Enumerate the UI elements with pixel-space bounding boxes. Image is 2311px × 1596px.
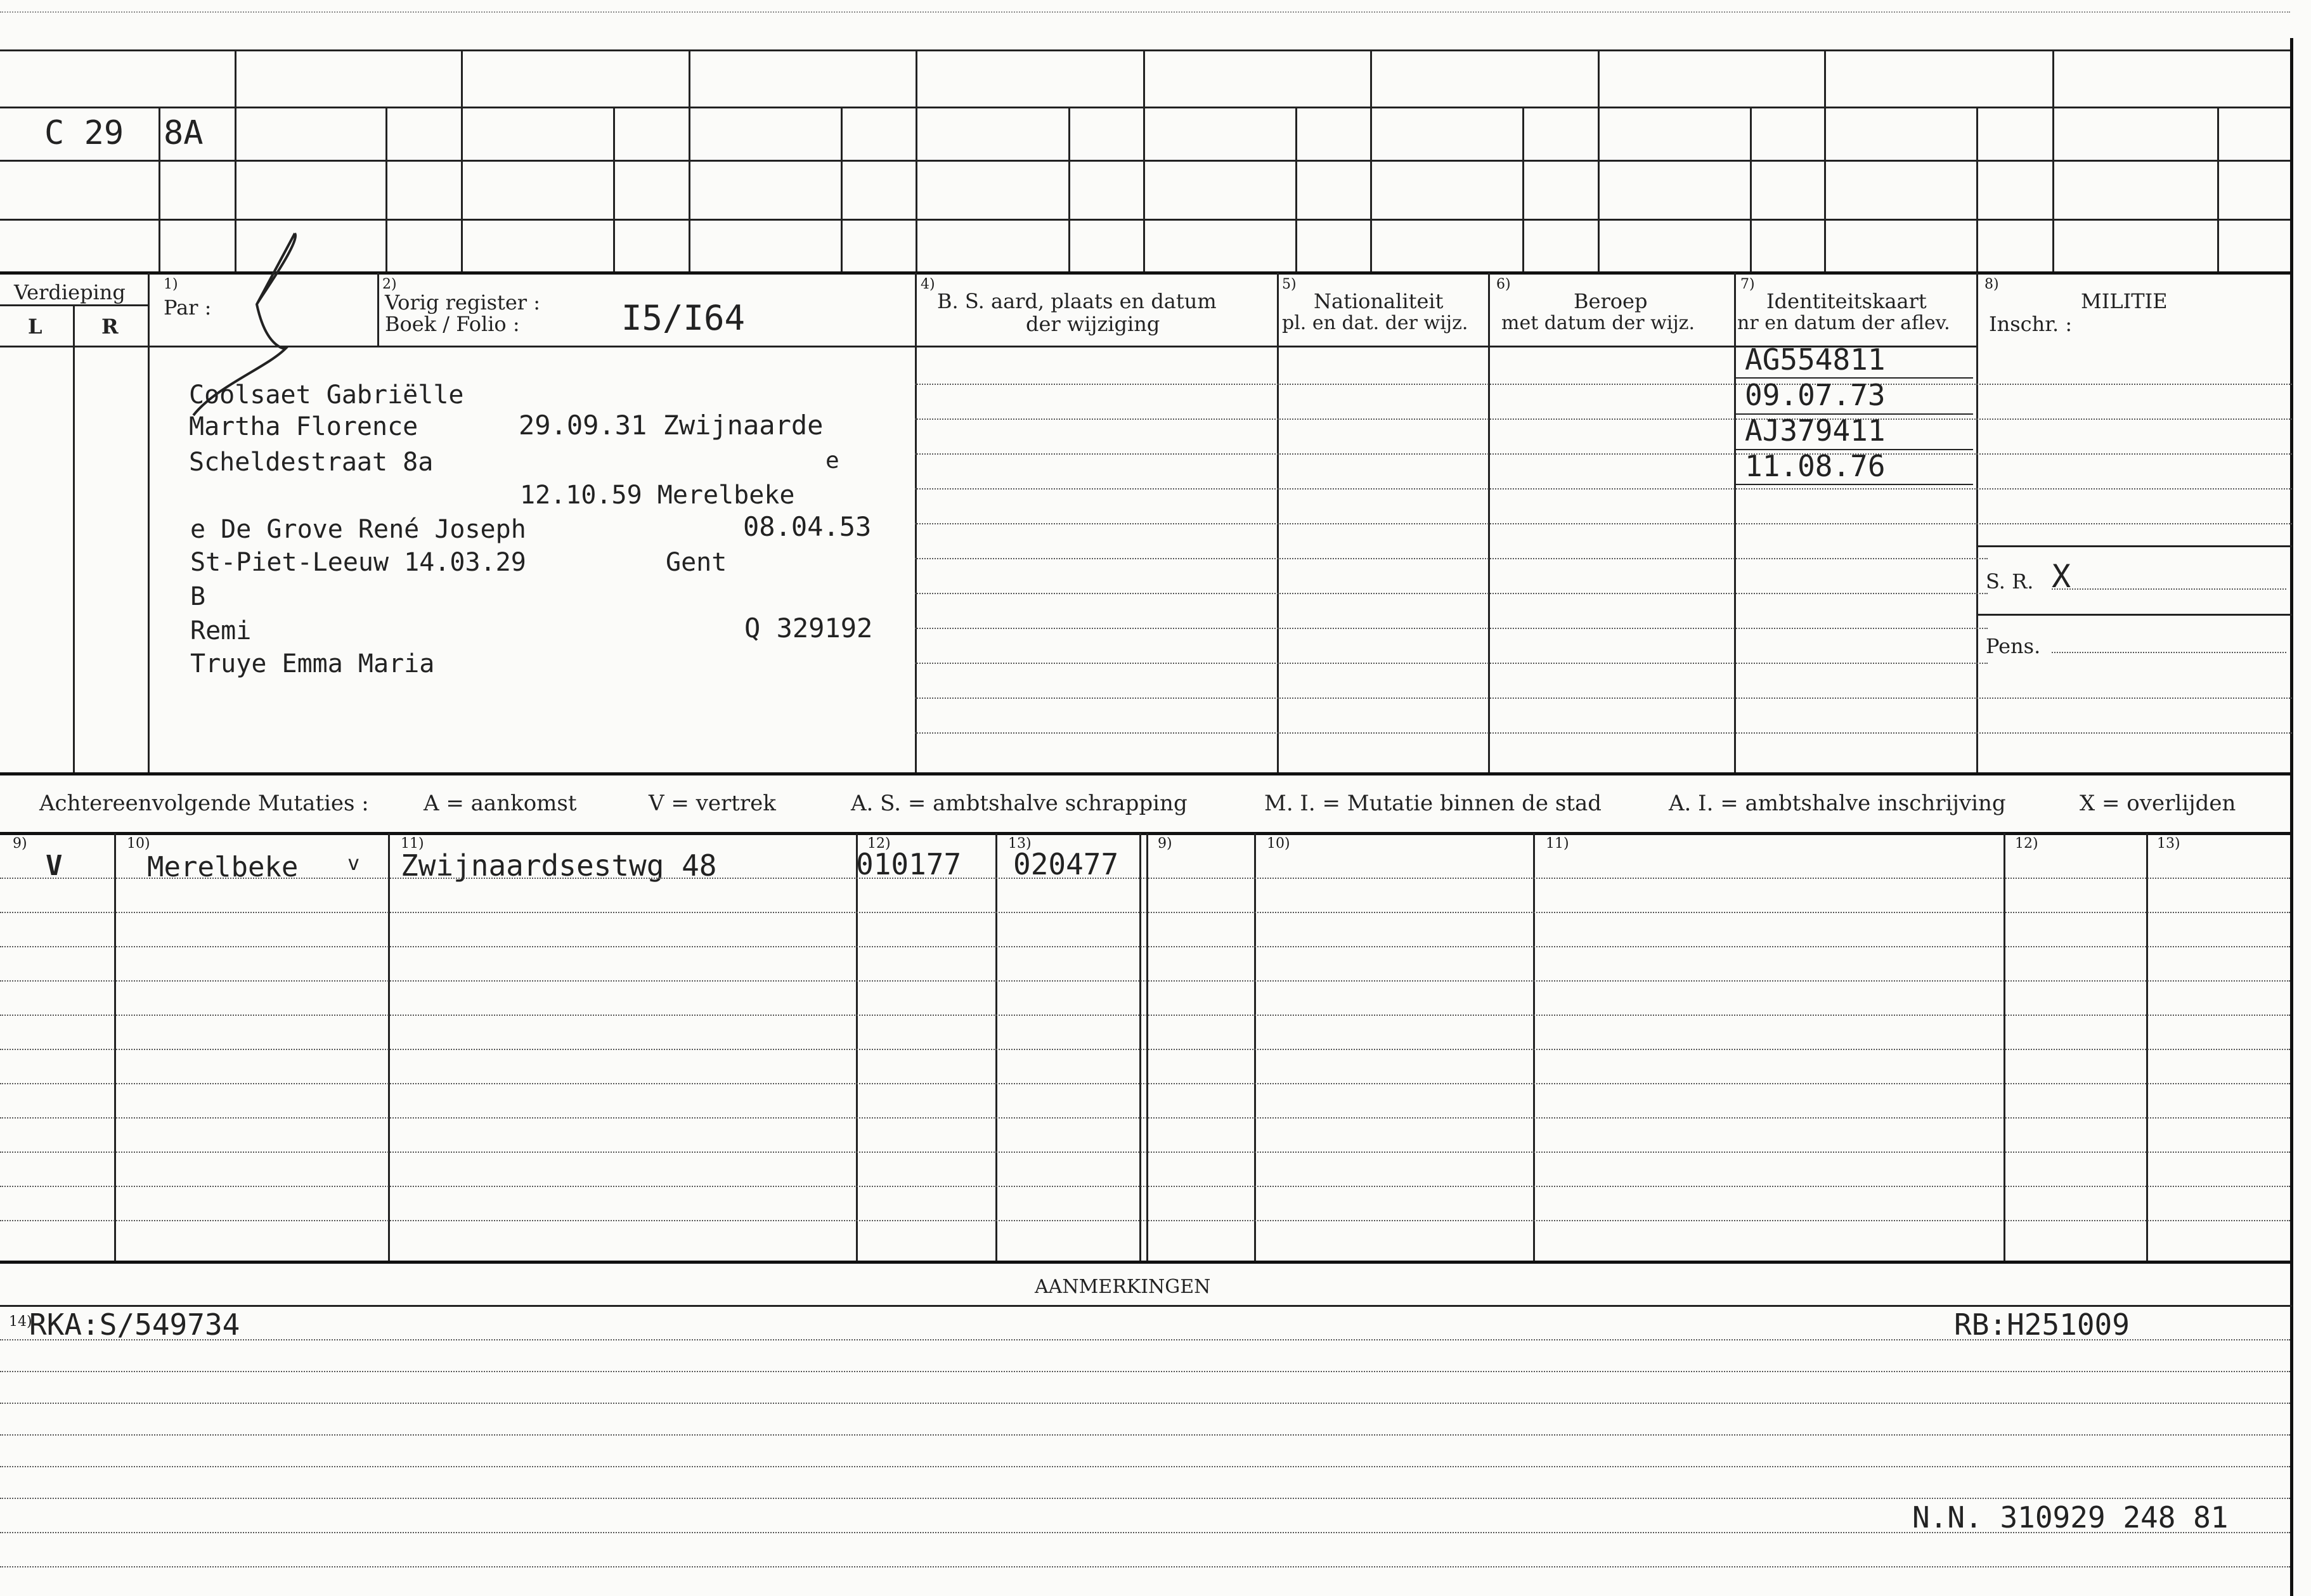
mutation-legend-x: X = overlijden — [2080, 791, 2236, 816]
mutation-type: V — [46, 850, 63, 882]
mut-col-10b: 10) — [1267, 836, 1290, 852]
sr-label: S. R. — [1986, 569, 2034, 594]
col-4-number: 4) — [921, 276, 935, 292]
mut-col-9b: 9) — [1158, 836, 1172, 852]
nn-number: N.N. 310929 248 81 — [1912, 1500, 2229, 1534]
boek-folio-value: I5/I64 — [621, 298, 746, 338]
person-mother: Truye Emma Maria — [190, 649, 435, 678]
nationaliteit-sub-label: pl. en dat. der wijz. — [1282, 312, 1468, 334]
person-marriage-place: Gent — [666, 548, 727, 577]
pens-label: Pens. — [1986, 634, 2041, 658]
person-spouse: e De Grove René Joseph — [190, 515, 526, 544]
col-1-number: 1) — [164, 276, 178, 292]
mutation-legend-v: V = vertrek — [649, 791, 776, 816]
id-card-2-date: 11.08.76 — [1745, 449, 1886, 483]
mut-col-11: 11) — [401, 836, 424, 852]
id-card-1-date: 09.07.73 — [1745, 378, 1886, 412]
right-label: R — [101, 315, 119, 339]
person-q-number: Q 329192 — [744, 613, 873, 644]
col-8-number: 8) — [1984, 276, 1999, 292]
mutation-place: Merelbeke — [147, 851, 299, 883]
bs-label-1: B. S. aard, plaats en datum — [937, 289, 1217, 313]
inschr-label: Inschr. : — [1989, 312, 2073, 336]
beroep-label: Beroep — [1574, 289, 1648, 313]
remarks-number: 14) — [9, 1314, 32, 1330]
mut-col-9: 9) — [13, 836, 27, 852]
col-7-number: 7) — [1740, 276, 1755, 292]
col-6-number: 6) — [1496, 276, 1511, 292]
person-firstnames: Martha Florence — [189, 412, 418, 441]
militie-label: MILITIE — [2081, 289, 2168, 313]
left-label: L — [28, 315, 42, 339]
col-2-number: 2) — [382, 276, 397, 292]
house-number: 8A — [164, 114, 204, 152]
person-spouse-birth: St-Piet-Leeuw 14.03.29 — [190, 548, 526, 577]
mutation-date-out: 020477 — [1013, 847, 1119, 881]
mut-col-12b: 12) — [2015, 836, 2038, 852]
id-card-2: AJ379411 — [1745, 413, 1886, 448]
identiteitskaart-sub-label: nr en datum der aflev. — [1737, 312, 1950, 334]
person-marker-b: B — [190, 582, 206, 611]
col-5-number: 5) — [1282, 276, 1297, 292]
nationaliteit-label: Nationaliteit — [1314, 289, 1444, 313]
person-arrival: 12.10.59 Merelbeke — [520, 481, 795, 510]
mutation-legend-a: A = aankomst — [424, 791, 577, 816]
rb-number: RB:H251009 — [1954, 1307, 2130, 1342]
remarks-title: AANMERKINGEN — [1035, 1276, 1211, 1298]
boek-folio-label: Boek / Folio : — [385, 312, 520, 336]
person-street: Scheldestraat 8a — [189, 448, 434, 477]
mutations-title: Achtereenvolgende Mutaties : — [39, 791, 369, 816]
par-signature-mark — [190, 222, 317, 425]
person-father: Remi — [190, 616, 252, 646]
person-birth: 29.09.31 Zwijnaarde — [519, 410, 824, 441]
mut-col-11b: 11) — [1546, 836, 1569, 852]
person-name: Coolsaet Gabriëlle — [189, 380, 464, 410]
mutation-address: Zwijnaardsestwg 48 — [401, 848, 717, 883]
mut-col-13b: 13) — [2157, 836, 2180, 852]
rka-number: RKA:S/549734 — [29, 1307, 240, 1342]
mutation-date-in: 010177 — [856, 847, 962, 881]
register-code: C 29 — [44, 114, 124, 152]
identiteitskaart-label: Identiteitskaart — [1766, 289, 1927, 313]
beroep-sub-label: met datum der wijz. — [1501, 312, 1695, 334]
mut-col-13: 13) — [1008, 836, 1032, 852]
verdieping-label: Verdieping — [14, 280, 126, 304]
par-label: Par : — [164, 295, 212, 320]
id-card-1: AG554811 — [1745, 342, 1886, 377]
bs-label-2: der wijziging — [1026, 312, 1160, 336]
mut-col-10: 10) — [127, 836, 150, 852]
mutation-legend-ai: A. I. = ambtshalve inschrijving — [1669, 791, 2006, 816]
person-marker-e: e — [825, 448, 839, 474]
mutation-legend-mi: M. I. = Mutatie binnen de stad — [1264, 791, 1602, 816]
mutation-place-mark: v — [347, 851, 360, 875]
mutation-legend-as: A. S. = ambtshalve schrapping — [851, 791, 1188, 816]
sr-value: X — [2052, 558, 2071, 595]
vorig-register-label: Vorig register : — [385, 290, 541, 315]
person-marriage-date: 08.04.53 — [743, 511, 872, 542]
mut-col-12: 12) — [867, 836, 891, 852]
